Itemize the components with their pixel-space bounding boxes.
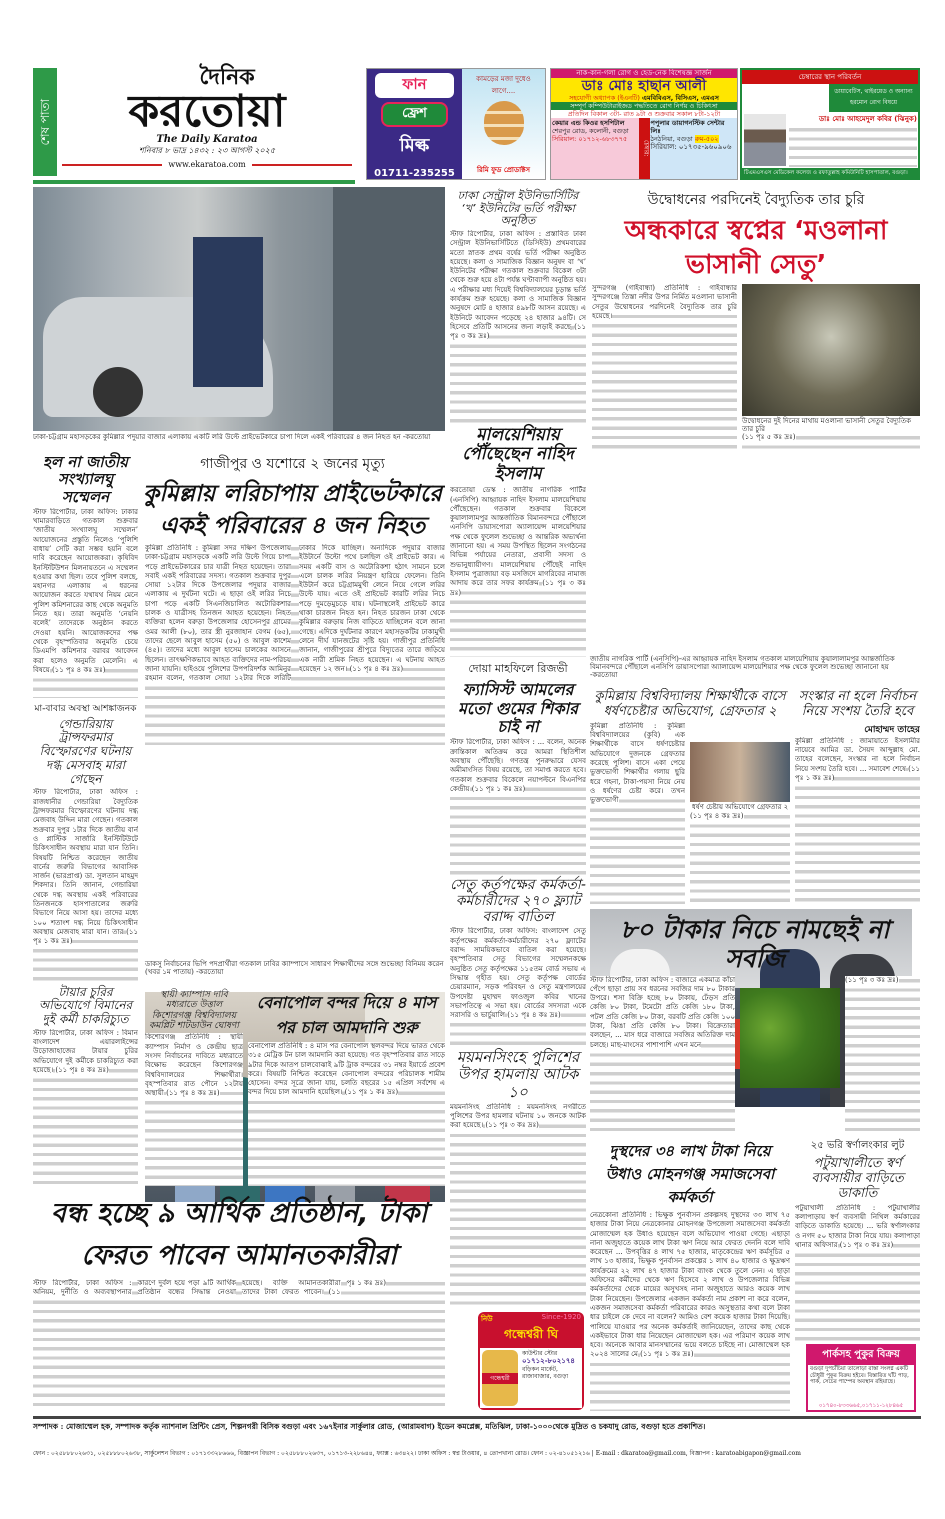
vegetables-body-col1: স্টাফ রিপোর্টার, ঢাকা অফিস : বাজারে একমাত্র কাঁচা পেঁপে ছাড়া প্রায় সব ধরনের সবজির দাম ৮০ টাকার উপরে। শসা বিক্রি হচ্ছে ৮০ টাকায়, ঢেঁড়স প্রতি কেজি ৮০ টাকা, টমেটো প্রতি কেজি ১৮০ টাকা, পটল প্রতি কেজি ৮০ টাকা, বরবটি প্রতি কেজি ১০০ টাকা, ঝিঙা প্রতি কেজি ৮০ টাকা। বিক্রেতারা বলছেন, ... মাস ধরে বাজারে সবজির অতিরিক্ত দাম চলছে। মাছ-মাংসের পাশাপাশি এখন মনে [590, 976, 735, 1137]
ad-chamber-change[interactable]: চেম্বারের স্থান পরিবর্তন ডায়াবেটিস, থাইরয়েড ও অন্যান্য হরমোন রোগ বিষয়ে ডাঃ মোঃ আহমেদুল কবির (ঝিনুক) টিএমএসএস মেডিকেল কলেজ ও রফাতুল্লাহ কমিউনিটি হাসপাতাল, বগুড়া। [740, 68, 920, 180]
comilla-uni-headline: কুমিল্লায় বিশ্ববিদ্যালয় শিক্ষার্থীকে বাসে ধর্ষণচেষ্টার অভিযোগ, গ্রেফতার ২ [594, 689, 786, 719]
biscuit-image [484, 101, 524, 145]
finance-body: স্টাফ রিপোর্টার, ঢাকা অফিস : অনিয়ম, দুর্নীতি ও অব্যবস্থাপনার কারণে দুর্বল হয়ে পড়া ৯টি আর্থিক প্রতিষ্ঠান বন্ধের সিদ্ধান্ত নেওয়া হয়েছে। ব্যক্তি আমানতকারীরা তাদের টাকা ফেরত পাবেন। (১১ পৃঃ ১ কঃ দ্রঃ) [33, 1279, 445, 1411]
rizvi-headline: ফ্যাসিস্ট আমলের মতো গুমের শিকার চাই না [457, 680, 579, 737]
doctor-photo [744, 114, 786, 166]
gendaria-body: স্টাফ রিপোর্টার, ঢাকা অফিস : রাজধানীর গেন্ডারিয়া বৈদ্যুতিক ট্রান্সফরমার বিস্ফোরণের ঘটনায় দগ্ধ মেজবাহ উদ্দিন মারা গেছেন। গতকাল শুক্রবার দুপুর ১টার দিকে জাতীয় বার্ন ও প্লাস্টিক সার্জারি ইনস্টিটিউটে চিকিৎসাধীন অবস্থায় মারা যান তিনি। বিষয়টি নিশ্চিত করেছেন জাতীয় বার্নের জরুরি বিভাগের আবাসিক সার্জন (ভারপ্রাপ্ত) ডা. সুলতান মাহমুদ শিকদার। তিনি জানান, গেন্ডারিয়া থেকে দগ্ধ অবস্থায় একই পরিবারের তিনজনকে হাসপাতালের জরুরি বিভাগে নিয়ে আসা হয়। তাদের মধ্যে ১০০ শতাংশ দগ্ধ নিয়ে চিকিৎসাধীন অবস্থায় মেজবাহ মারা যান। তার (১১ পৃঃ ১ কঃ দ্রঃ) [33, 788, 138, 983]
footer-imprint: সম্পাদক : মোজাম্মেল হক, সম্পাদক কর্তৃক ন্যাশনাল প্রিন্টিং প্রেস, শিল্পনগরী বিসিক বগুড়া এবং ১৬৭ইনার সার্কুলার রোড, (আরামবাগ) ইডেন কমপ্লেক্স, মতিঝিল, ঢাকা-১০০০থেকে মুদ্রিত ও চকযাদু রোড, বগুড়া হতে প্রকাশিত। [33, 1422, 706, 1431]
ducsu-photo-caption: ডাকসু নির্বাচনের ভিপি পদপ্রার্থীরা গতকাল ঢাবির ক্যাম্পাসে সাধারণ শিক্ষার্থীদের সঙ্গে শুভেচ্ছা বিনিময় করেন (খবর ১ম পাতায়) -করতোয়া [145, 960, 444, 976]
vegetables-story [590, 914, 920, 1136]
gendaria-kicker: মা-বাবার অবস্থা আশঙ্কাজনক [34, 703, 137, 714]
mohanganj-headline: দুস্থদের ৩৪ লাখ টাকা নিয়ে উধাও মোহনগঞ্জ সমাজসেবা কর্মকর্তা [605, 1142, 775, 1206]
patuakhali-body: পটুয়াখালী প্রতিনিধি : পটুয়াখালীর কলাপাড়ায় স্বর্ণ ব্যবসায়ী নিখিল কর্মকারের বাড়িতে ডাকাতি হয়েছে। ... ভরি স্বর্ণালংকার ও নগদ ৫০ হাজার টাকা নিয়ে যায়। কলাপাড়া থানার অফিসার (১১ পৃঃ ৩ কঃ দ্রঃ) [795, 1204, 920, 1341]
vegetables-headline: ৮০ টাকার নিচে নামছেই না সবজি [620, 915, 890, 973]
mymensingh-headline: ময়মনসিংহে পুলিশের উপর হামলায় আটক ১০ [456, 1048, 580, 1101]
comilla-story [140, 452, 445, 745]
rizvi-body: স্টাফ রিপোর্টার, ঢাকা অফিস : ... বলেন, অনেক ক্রান্তিকাল অতিক্রম করে আমরা স্থিতিশীল অবস্থায় পৌঁছেছি। গণতন্ত্র পুনরুদ্ধারে যেসব অমীমাংসিত বিষয় রয়েছে, তা সমাপ্ত করতে হবে। গতকাল শুক্রবার বিকেলে নয়াপল্টনে বিএনপির কেন্দ্রীয় (১১ পৃঃ ১ কঃ দ্রঃ) [450, 738, 586, 875]
benapole-story [248, 988, 445, 1186]
patuakhali-headline: পটুয়াখালীতে স্বর্ণ ব্যবসায়ীর বাড়িতে ডাকাতি [811, 1156, 904, 1201]
kishoreganj-headline: স্থায়ী ক্যাম্পাস দাবি মধ্যরাতে উত্তাল কিশোরগঞ্জ বিশ্ববিদ্যালয় কমপ্লিট শাটডাউন ঘোষণা [149, 990, 239, 1032]
bridge-body-col2: (১১ পৃঃ ৫ কঃ দ্রঃ) [742, 433, 920, 452]
ncp-photo-caption: জাতীয় নাগরিক পার্টি (এনসিপি)-এর আহ্বায়ক নাহিদ ইসলাম গতকাল মালয়েশিয়ায় কুয়ালালামপুর আন্তর্জাতিক বিমানবন্দরে পৌঁছালে এনসিপি ডায়াসপোরা অ্যালায়েন্স মালয়েশিয়ার পক্ষ থেকে ফুলেল শুভেচ্ছা জানানো হয় -করতোয়া [590, 655, 895, 679]
bridge-body-col1: সুন্দরগঞ্জ (গাইবান্ধা) প্রতিনিধি : গাইবান্ধার সুন্দরগঞ্জে তিস্তা নদীর উপর নির্মিত মওলানা ভাসানী সেতুর উদ্বোধনের পরদিনেই বৈদ্যুতিক তার চুরি হয়েছে। [592, 284, 737, 452]
finance-headline: বন্ধ হচ্ছে ৯ আর্থিক প্রতিষ্ঠান, টাকা ফেরত পাবেন আমানতকারীরা [50, 1198, 428, 1271]
column-center-right [450, 188, 586, 1308]
arrested-photo [690, 742, 790, 802]
kishoreganj-body: কিশোরগঞ্জ প্রতিনিধি : স্থায়ী ক্যাম্পাস নির্মাণ ও কেন্দ্রীয় ছাত্র সংসদ নির্বাচনের দাবিতে মধ্যরাতে বিক্ষোভ করেছেন কিশোরগঞ্জ বিশ্ববিদ্যালয়ের শিক্ষার্থীরা। বৃহস্পতিবার রাত পৌনে ১২টায় অস্থায়ী (১১ পৃঃ ৪ কঃ দ্রঃ) [145, 1033, 243, 1186]
bridge-kicker: উদ্বোধনের পরদিনেই বৈদ্যুতিক তার চুরি [647, 192, 865, 208]
malaysia-headline: মালয়েশিয়ায় পৌঁছেছেন নাহিদ ইসলাম [462, 424, 574, 484]
reform-byline: মোহাম্মদ তাহের [864, 724, 920, 735]
bridge-headline: অন্ধকারে স্বপ্নের ‘মওলানা ভাসানী সেতু’ [624, 216, 888, 280]
comilla-kicker: গাজীপুর ও যশোরে ২ জনের মৃত্যু [200, 456, 385, 472]
setu-flat-headline: সেতু কর্তৃপক্ষের কর্মকর্তা-কর্মচারীদের ২৭০ ফ্ল্যাট বরাদ্দ বাতিল [450, 877, 586, 926]
kishoreganj-story [145, 988, 243, 1186]
vegetables-photo [740, 988, 840, 1088]
chamber2-phone: সিরিয়াল: ০১৭৩৫-৯৬০৯০৬ [650, 143, 732, 151]
arrested-photo-caption: ধর্ষণ চেষ্টায় অভিযোগে গ্রেফতার ২ [691, 802, 789, 811]
benapole-body: বেনাপোল প্রতিনিধি : ৪ মাস পর বেনাপোল স্থলবন্দর দিয়ে ভারত থেকে ৩১৫ মেট্রিক টন চাল আমদানি করা হয়েছে। গত বৃহস্পতিবার রাত সাড়ে ৯টার দিকে আতপ চালবোঝাই ৯টি ট্রাক বন্দরের ৩১ নম্বর ইয়ার্ডে প্রবেশ করে। বিষয়টি নিশ্চিত করেছেন বেনাপোল বন্দরের পরিচালক শামীম হোসেন। বন্দর সূত্রে জানা যায়, চলতি বছরের ১৫ এপ্রিল সর্বশেষ এ বন্দর দিয়ে চাল আমদানি হয়েছিল। (১১ পৃঃ ১ কঃ দ্রঃ) [248, 1042, 445, 1186]
dcu-headline: ঢাকা সেন্ট্রাল ইউনিভার্সিটির ‘খ’ ইউনিটের ভর্তি পরীক্ষা অনুষ্ঠিত [457, 189, 579, 228]
bridge-story [592, 188, 920, 452]
footer-contacts: ফোন : ০২৫৮৮৮০২৬৩১, ০২৫৮৮৮০২৬৩৮, সার্কুলেশন বিভাগ : ০১৭১৩৩২৮৬৬৬, বিজ্ঞাপন বিভাগ : ০২৫৮৮৮০২৬৩৭, ০১৭১৩-২২৮৬৪৪, ফ্যাক্স : ৬৩৪২২। ঢাকা অফিস : স্বপ্ন টাওয়ার, ৪ তোপখানা রোড। ফোন : ০২-৪১০৫১২১৬ | E-mail : dkaratoa@gmail.com, বিজ্ঞাপন : karatoabigapon@gmail.com [33, 1450, 801, 1457]
column-left [33, 452, 138, 1187]
ad-ghee[interactable]: নিউ Since-1920 গন্ধেশ্বরী ঘি গন্ধেশ্বরী কাউন্টার স্টোর ০১৭১২-৮০২১৭৪ বড়িকন মার্কেট, রাজাবাজার, বগুড়া [478, 1312, 584, 1410]
patuakhali-kicker: ২৫ ভরি স্বর্ণালংকার লুট [810, 1140, 905, 1151]
reform-headline: সংস্কার না হলে নির্বাচন নিয়ে সংশয় তৈরি হবে [798, 689, 917, 719]
biman-headline: টায়ার চুরির অভিযোগে বিমানের দুই কর্মী চাকরিচ্যুত [38, 984, 133, 1027]
ghee-jar: গন্ধেশ্বরী [482, 1350, 518, 1406]
comilla-headline: কুমিল্লায় লরিচাপায় প্রাইভেটকারে একই পরিবারের ৪ জন নিহত [143, 481, 442, 539]
bridge-photo-caption: উদ্বোধনের দুই দিনের মাথায় মওলানা ভাসানী সেতুর বৈদ্যুতিক তার চুরি [742, 417, 911, 433]
minority-headline: হল না জাতীয় সংখ্যালঘু সম্মেলন [43, 453, 128, 506]
ad-doctor[interactable]: নাক-কান-গলা রোগ ও হেড-নেক বিশেষজ্ঞ সার্জন ডাঃ মোঃ হাছান আলী সহযোগী অধ্যাপক (ইএনটি) এমবিবিএস, বিসিএস, এমএস সম্পূর্ণ কম্পিউটারাইজড পদ্ধতিতে রোগ নির্ণয় ও চিকিৎসা প্রতিদিন বিকাল ৩টা- রাত ৯টা ও শুক্রবার সকাল ৮টা-১২টা কেয়ার এন্ড কিওর হসপিটাল শেরপুর রোড, কলোনী, বগুড়া সিরিয়াল: ০১৭১২-৬৮৩৭৭৫ চেম্বার: পপুলার ডায়াগনস্টিক সেন্টার লিঃ ঠনঠনিয়া, বগুড়া রুম-৫০২ সিরিয়াল: ০১৭৩৫-৯৬০৯০৬ [550, 68, 738, 180]
dcu-body: স্টাফ রিপোর্টার, ঢাকা অফিস : প্রস্তাবিত ঢাকা সেন্ট্রাল ইউনিভার্সিটিতে (ডিসিইউ) প্রথমবারের মতো স্নাতক প্রথম বর্ষের ভর্তি পরীক্ষা অনুষ্ঠিত হয়েছে। কলা ও সামাজিক বিজ্ঞান অনুষদ বা ‘খ’ ইউনিটের পরীক্ষা গতকাল শুক্রবার বিকেল ৩টা থেকে শুরু হয়ে ৪টা পর্যন্ত ঘণ্টাব্যাপী অনুষ্ঠিত হয়। এ পরীক্ষার মধ্য দিয়েই বিশ্ববিদ্যালয়ের চূড়ান্ত ভর্তি কার্যক্রম শুরু হয়েছে। কলা ও সামাজিক বিজ্ঞান অনুষদে মোট ৪ হাজার ৪৯৮টি আসন রয়েছে। এ ইউনিটে আবেদন পড়েছে ২৪ হাজার ৯৪টি। সে হিসেবে প্রতিটি আসনের জন্য লড়াই করছে (১১ পৃঃ ৩ কঃ দ্রঃ) [450, 230, 586, 424]
accident-photo-caption: ঢাকা-চট্টগ্রাম মহাসড়কের কুমিল্লার পদুয়ার বাজার এলাকায় একটি লরি উল্টে প্রাইভেটকারে চাপা দিলে একই পরিবারের ৪ জন নিহত হন -করতোয়া [33, 433, 431, 441]
vegetables-body-col2: (১১ পৃঃ ৩ কঃ দ্রঃ) [845, 976, 920, 1137]
ad-pond-sale[interactable]: পার্কসহ পুকুর বিক্রয় বগুড়া দুপচাঁচিয়া তালোড়া রাস্তা সংলগ্ন একটি চৌধুরী পুকুর বিক্রয় হইবে। বিস্তারিত ঘাঁট পাড়, পার্ক, সেচের পাম্পের অবস্থান রহিয়াছে। ০১৭৪০-৮৩৩৬৬৫,০১৭১১-১২৮৪৬৫ [806, 1344, 916, 1412]
masthead-logo: দৈনিক করতোয়া The Daily Karatoa শনিবার ৮ ভাদ্র ১৪৩২ : ২৩ আগস্ট ২০২৫ www.ekaratoa.com [62, 66, 352, 178]
reform-story [795, 688, 920, 904]
mohanganj-body: নেত্রকোনা প্রতিনিধি : ভিক্ষুক পুনর্বাসন প্রকল্পসহ দুস্থদের ৩৩ লাখ ৭৫ হাজার টাকা নিয়ে নেত্রকোনার মোহনগঞ্জ উপজেলা সমাজসেবা কর্মকর্তা মোজাম্মেল হক উধাও হয়েছেন বলে অভিযোগ পাওয়া গেছে। এছাড়া নানা অজুহাতে কয়েক লাখ টাকা ঋণ নিয়ে আর ফেরত দেননি বলে দাবি করেছেন ... উপবৃত্তির ৪ লাখ ৭৫ হাজার, মাতৃকেন্দ্রের ঋণ কর্মসূচির ৫ লাখ ১৩ হাজার, ভিক্ষুক পুনর্বাসন প্রকল্পের ১ লাখ ৪০ হাজার ও ক্ষুদ্রঋণ কার্যক্রমের ২২ লাখ ৪৭ হাজার টাকা ব্যাংক থেকে তুলে নেন। এ ছাড়া অফিসের কর্মীদের থেকে ঋণ হিসেবে ২ লাখ ও উপজেলার বিভিন্ন কর্মকর্তাদের থেকে মায়ের অসুখসহ নানা অজুহাতে আরও কয়েক লাখ টাকা নিয়েছেন। উপজেলার একজন কর্মকর্তা নাম প্রকাশ না করে বলেন, একজন সমাজসেবা কর্মকর্তা পরিবারের কারও অসুস্থতার কথা বলে টাকা ধার চাইলে কে দেবে না বলেন? আমিও বেশ কয়েক হাজার টাকা দিয়েছি। পালিয়ে যাওয়ার পর অনেক কর্মকর্তাই জানিয়েছেন, তাদের কাছ থেকে একইভাবে টাকা ধার নিয়েছেন মোজাম্মেল হক। এর পরিমাণ কয়েক লাখ হবে। অনেকে আবার মানসম্মানের ভয়ে বলতে চাইছে না। মোজাম্মেল হক ২০২৪ সালের মে (১১ পৃঃ ১ কঃ দ্রঃ) [590, 1211, 790, 1411]
website-link[interactable]: www.ekaratoa.com [168, 160, 246, 169]
minority-body: স্টাফ রিপোর্টার, ঢাকা অফিস: ঢাকার খামারবাড়িতে গতকাল শুক্রবার ‘জাতীয় সংখ্যালঘু সম্মেলন’ আয়োজনের প্রস্তুতি নিলেও ‘পুলিশি বাধায়’ সেটি করা সম্ভব হয়নি বলে দাবি করেছেন আয়োজকরা। কৃষিবিদ ইনস্টিটিউশন মিলনায়তনে এ সম্মেলন হওয়ার কথা ছিল। তবে পুলিশ বলছে, মহানগর এলাকায় এ ধরনের আয়োজন করতে যথাযথ নিয়ম মেনে পুলিশ কমিশনারের কাছ থেকে অনুমতি নিতে হয়। তারা অনুমতি ‘নেয়নি বলেই’ তাদেরকে অনুষ্ঠান করতে দেওয়া হয়নি। আয়োজকদের পক্ষ থেকে বৃহস্পতিবার অনুমতি চেয়ে ডিএমপি কমিশনার বরাবর আবেদন করা হলেও অনুমতি মেলেনি। এ বিষয়ে (১১ পৃঃ ৪ কঃ দ্রঃ) [33, 508, 138, 698]
gendaria-headline: গেন্ডারিয়ায় ট্রান্সফরমার বিস্ফোরণের ঘটনায় দগ্ধ মেসবাহ মারা গেছেন [39, 716, 132, 786]
biman-body: স্টাফ রিপোর্টার, ঢাকা অফিস : বিমান বাংলাদেশ এয়ারলাইন্সের উড়োজাহাজের টায়ার চুরির অভিযোগে দুই কর্মীকে চাকরিচ্যুত করা হয়েছে। (১১ পৃঃ ৪ কঃ দ্রঃ) [33, 1029, 138, 1187]
ad-milk[interactable]: ফান ফ্রেশ মিল্ক 01711-235255 কামড়ের মজা দুধেও লাগে.... রিমি ফুড প্রোডাক্টস [366, 68, 546, 180]
mohanganj-story [590, 1138, 790, 1411]
comilla-body: কুমিল্লা প্রতিনিধি : কুমিল্লা সদর দক্ষিণ উপজেলায় ঢাকা-চট্টগ্রাম মহাসড়কে একটি লরি উল্টে গিয়ে চাপা পড়ে প্রাইভেটকারের চার যাত্রী নিহত হয়েছেন। তারা সবাই একই পরিবারের সদস্য। গতকাল শুক্রবার দুপুর সোয়া ১২টার দিকে উপজেলার পদুয়ার বাজার এলাকায় এ দুর্ঘটনা ঘটে। এ ছাড়া ওই লরির নিচে চাপা পড়ে একটি সিএনজিচালিত অটোরিকশার চালক ও যাত্রীসহ তিনজন আহত হয়েছেন। নিহত ব্যক্তিরা হলেন বরুড়া উপজেলার হোসেনপুর গ্রামের ওমর আলী (৮০), তার স্ত্রী নুরজাহান বেগম (৬৫), তাদের ছেলে আবুল হাসেম (৫০) ও আবুল কাশেম (৪৫)। তাদের মধ্যে আবুল হাসেম চালকের আসনে ছিলেন। তাৎক্ষণিকভাবে আহত ব্যক্তিদের নাম-পরিচয় জানা যায়নি। হাইওয়ে পুলিশের উপপরিদর্শক আমিনুর রহমান বলেন, গতকাল সোয়া ১২টার দিকে লরিটি ঢাকার দিকে যাচ্ছিল। অন্যদিকে পদুয়ার বাজার ইউটার্নে উল্টো পথে চলছিল ওই প্রাইভেট কার। এ সময় একটি বাস ও অটোরিকশা হঠাৎ সামনে চলে এলে চালক লরির নিয়ন্ত্রণ হারিয়ে ফেলেন। তিনি ইউটার্ন করে চট্টগ্রামমুখী লেনে নিয়ে গেলে লরির উল্টে যায়। এতে ওই প্রাইভেট কারটি লরির নিচে পড়ে দুমড়েমুচড়ে যায়। ঘটনাস্থলেই প্রাইভেট কারে থাকা চারজন নিহত হন। নিহত চারজন ঢাকা থেকে কুমিল্লার বরুড়ায় নিজ বাড়িতে যাচ্ছিলেন বলে জানা গেছে। এদিকে দুর্ঘটনার কারণে মহাসড়কটির ঢাকামুখী লেনে দীর্ঘ যানজটের সৃষ্টি হয়। গাজীপুর প্রতিনিধি জানান, গাজীপুরের শ্রীপুরে বিদ্যুতের তারে জড়িয়ে এক নারী শ্রমিক নিহত হয়েছেন। এ ঘটনায় আহত হয়েছেন ১২ জন। (১১ পৃঃ ৪ কঃ দ্রঃ) [145, 544, 445, 745]
setu-flat-body: স্টাফ রিপোর্টার, ঢাকা অফিস: বাংলাদেশ সেতু কর্তৃপক্ষের কর্মকর্তা-কর্মচারীদের ২৭০ ফ্ল্যাটের বরাদ্দ সাময়িকভাবে বাতিল করা হয়েছে। বৃহস্পতিবার সেতু বিভাগের সম্মেলনকক্ষে অনুষ্ঠিত সেতু কর্তৃপক্ষের ১১৫তম বোর্ড সভায় এ সিদ্ধান্ত গৃহীত হয়। সেতু কর্তৃপক্ষ বোর্ডের চেয়ারম্যান, সড়ক পরিবহন ও সেতু মন্ত্রণালয়ের উপদেষ্টা মুহাম্মদ ফাওজুল কবির খানের সভাপতিত্বে এ সভা হয়। বোর্ডের সদস্যরা একে সরাসরি ও ভার্চুয়ালি (১১ পৃঃ ৪ কঃ দ্রঃ) [450, 927, 586, 1047]
footer-rule [33, 1416, 921, 1419]
comilla-uni-story [590, 688, 790, 904]
malaysia-body: করতোয়া ডেস্ক : জাতীয় নাগরিক পার্টির (এনসিপি) আহ্বায়ক নাহিদ ইসলাম মালয়েশিয়ায় পৌঁছেছেন। গতকাল শুক্রবার বিকেলে কুয়ালালামপুর আন্তর্জাতিক বিমানবন্দরে পৌঁছালে এনসিপি ডায়াসপোরা অ্যালায়েন্স মালয়েশিয়ার পক্ষ থেকে ফুলেল শুভেচ্ছা ও আন্তরিক অভ্যর্থনা জানানো হয়। এ সময় উপস্থিত ছিলেন সংগঠনের বিভিন্ন পর্যায়ের নেতারা, প্রবাসী সদস্য ও শুভানুধ্যায়ীগণ। মালয়েশিয়ায় পৌঁছেই নাহিদ ইসলাম পুত্রাজায়া বড় মসজিদে মাগরিবের নামাজ আদায় করে তার সফর কার্যক্রম (১১ পৃঃ ৩ কঃ দ্রঃ) [450, 486, 586, 657]
finance-story [33, 1191, 445, 1411]
bridge-photo [742, 284, 920, 416]
reform-body: কুমিল্লা প্রতিনিধি : জামায়াতে ইসলামীর নায়েবে আমির ডা. সৈয়দ আব্দুল্লাহ মো. তাহের বলেছেন, সংস্কার না হলে নির্বাচন নিয়ে সংশয় তৈরি হবে। ... সমাবেশ শেষে (১১ পৃঃ ১ কঃ দ্রঃ) [795, 737, 920, 904]
comilla-uni-body-col1: কুমিল্লা প্রতিনিধি : কুমিল্লা বিশ্ববিদ্যালয়ের (কুবি) এক শিক্ষার্থীকে বাসে ধর্ষণচেষ্টার অভিযোগে দুজনকে গ্রেফতার করেছে পুলিশ। বাসে একা পেয়ে ভুক্তভোগী শিক্ষার্থীর গলায় ছুরি ধরে গহনা, টাকা-পয়সা নিয়ে নেয় ও ধর্ষণের চেষ্টা করে। তখন ভুক্তভোগী [590, 722, 685, 904]
rizvi-kicker: দোয়া মাহফিলে রিজভী [468, 662, 568, 676]
mymensingh-body: ময়মনসিংহ প্রতিনিধি : ময়মনসিংহ নগরীতে পুলিশের উপর হামলার ঘটনায় ১০ জনকে আটক করা হয়েছে। (১১ পৃঃ ৩ কঃ দ্রঃ) [450, 1103, 586, 1308]
patuakhali-story [795, 1138, 920, 1341]
accident-photo [33, 187, 445, 431]
masthead-green-rule [33, 180, 355, 184]
comilla-uni-body-col2: (১১ পৃঃ ৪ কঃ দ্রঃ) [690, 812, 790, 904]
benapole-headline: বেনাপোল বন্দর দিয়ে ৪ মাস পর চাল আমদানি শুরু [256, 993, 437, 1037]
section-tab: শেষ পাতা [33, 68, 57, 176]
